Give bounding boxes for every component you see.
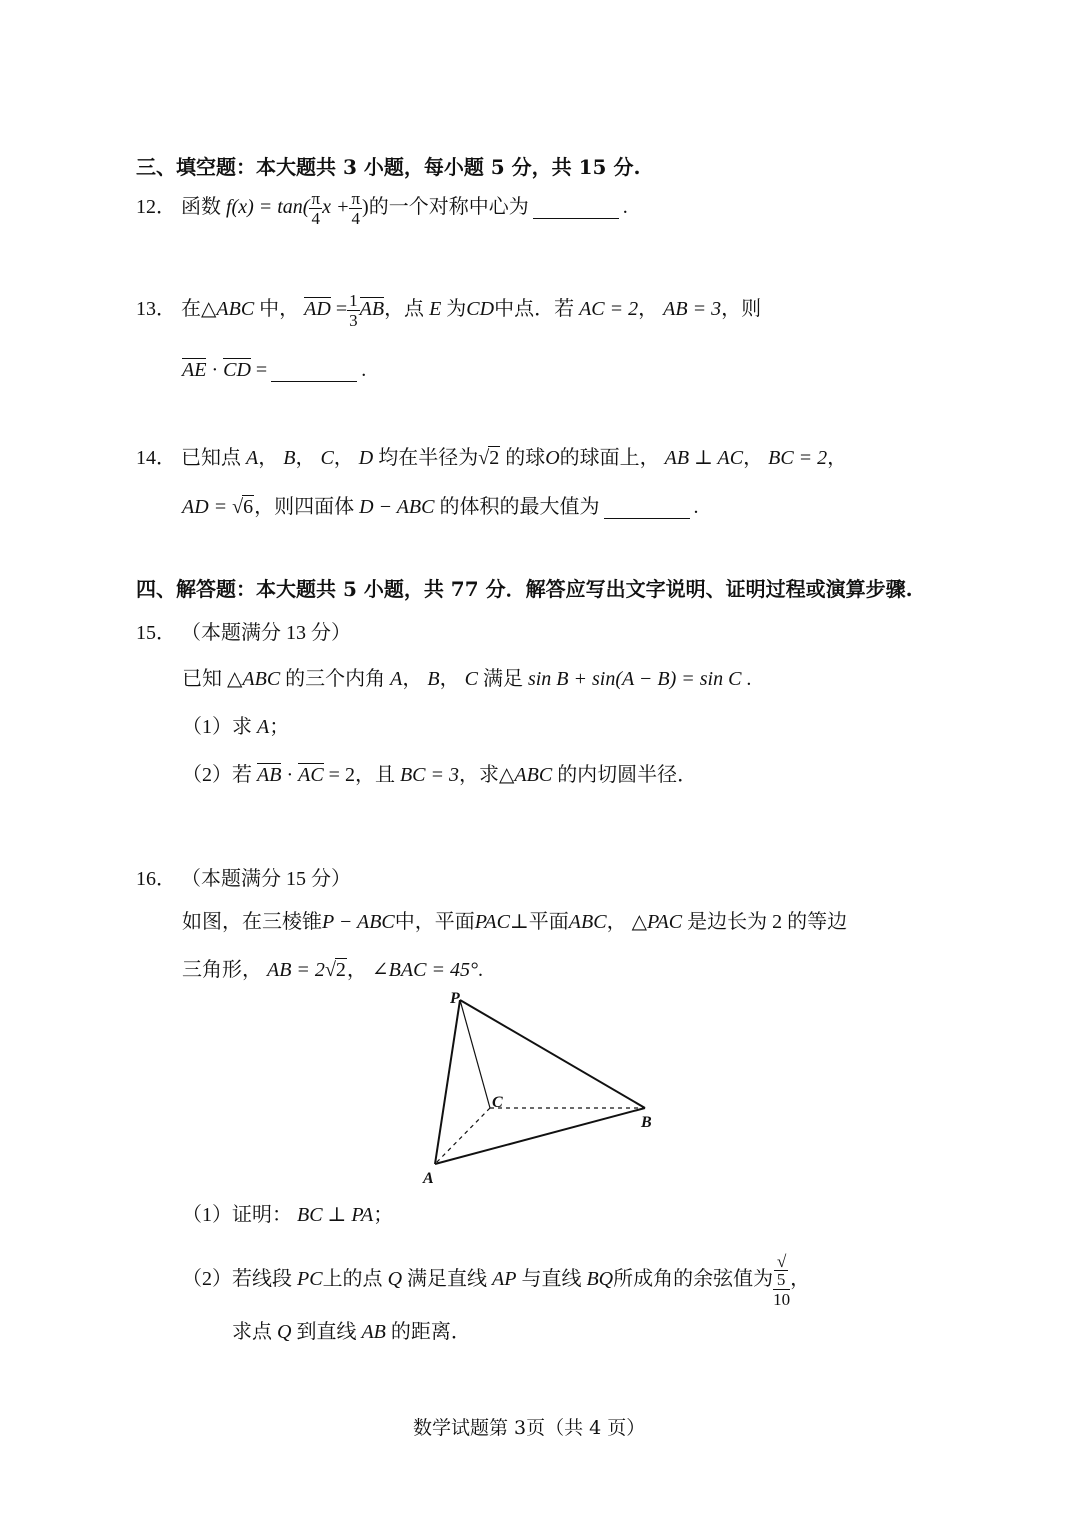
q13-tri: ABC	[216, 298, 255, 321]
q12-pre: 函数	[181, 196, 221, 219]
q13-mid2: ，点	[384, 298, 425, 321]
q13-number: 13．	[136, 298, 176, 321]
q16-l2-sqrt-sign: √	[324, 959, 336, 981]
q16-pabc: P − ABC	[322, 911, 395, 933]
q12-x-plus: x +	[322, 196, 350, 219]
q15-p1-end: ；	[269, 716, 290, 738]
q12-frac1-num: π	[311, 189, 321, 208]
q16-p2-ap: AP	[492, 1268, 517, 1291]
q14-mid1: 均在半径为	[378, 447, 479, 469]
q16-p1-eq: BC ⊥ PA	[297, 1204, 374, 1226]
q16-p1-end: ；	[373, 1204, 394, 1226]
q16-l2-pre: 三角形，	[182, 959, 262, 981]
q15-tri: ABC	[242, 668, 281, 690]
q14-b: B	[283, 447, 296, 469]
q16-l1-pre: 如图，在三棱锥	[182, 911, 322, 933]
q16-score: （本题满分 15 分）	[181, 868, 351, 890]
q16-p2-m4: 所成角的余弦值为	[613, 1268, 774, 1291]
q16-p2-frac	[773, 1253, 790, 1308]
q13-vec-ad: AD	[304, 298, 331, 321]
q15-b: B	[427, 668, 440, 690]
q15-a: A	[390, 668, 403, 690]
q15-p2-post: ，求△	[459, 764, 515, 786]
q16-l2-ab: AB = 2	[267, 959, 325, 981]
q15-cond: 满足	[482, 668, 523, 690]
q16-p3-pre: 求点	[232, 1321, 272, 1343]
q16-pac: PAC	[474, 911, 510, 933]
q14-c: C	[320, 447, 334, 469]
q16-l1-post: 是边长为 2 的等边	[687, 911, 848, 933]
q16-p2-frac-den: 10	[773, 1290, 791, 1309]
q14-mid3: 的球面上，	[559, 447, 660, 469]
q13-line2-eq: =	[255, 359, 268, 381]
q14-bc: BC = 2	[768, 447, 828, 469]
q16-p1: （1）证明：	[182, 1204, 292, 1226]
question-16-stem-line2	[182, 953, 483, 982]
q16-sep: ，	[606, 911, 627, 933]
question-15-part1	[182, 710, 289, 739]
q14-sqrt2: 2	[489, 447, 500, 469]
edge-pc	[460, 1000, 490, 1108]
question-13-line2	[182, 359, 366, 382]
q16-p3-post: 的距离．	[390, 1321, 471, 1343]
q15-c: C	[464, 668, 478, 690]
q12-frac2	[349, 190, 362, 227]
q16-p2-m1: 上的点	[322, 1268, 383, 1291]
q14-ad: AD =	[182, 496, 228, 518]
q15-p2-bc: BC = 3	[399, 764, 460, 786]
question-12	[136, 190, 628, 227]
q13-mid1: 中，	[259, 298, 300, 321]
q13-frac-den: 3	[349, 311, 358, 330]
q16-l2-angle: ∠BAC = 45°	[371, 959, 478, 981]
q14-sep1: ，	[258, 447, 279, 469]
q15-end: .	[746, 668, 752, 690]
q13-comma: ，	[638, 298, 659, 321]
edge-pa	[435, 1000, 460, 1164]
q14-end: .	[693, 496, 699, 518]
question-16-stem	[182, 905, 847, 934]
q15-number: 15．	[136, 622, 176, 644]
q12-frac2-den: 4	[351, 209, 360, 228]
q13-eq: =	[335, 298, 348, 321]
q16-perp: ⊥平面	[509, 911, 569, 933]
section3-title: 三、填空题：本大题共 3 小题，每小题 5 分，共 15 分.	[136, 155, 641, 179]
q13-vec-ae: AE	[182, 359, 207, 381]
q13-frac	[347, 292, 360, 329]
q15-p2-dot: ·	[286, 764, 294, 786]
question-14-line2	[182, 490, 699, 519]
q14-line2-mid: ，则四面体	[254, 496, 355, 518]
q14-perp: AB ⊥ AC	[664, 447, 744, 469]
question-16-part2	[182, 1253, 810, 1308]
q14-d: D	[358, 447, 374, 469]
q16-l2-sqrt2: 2	[335, 959, 346, 981]
q16-p2: （2）若线段	[182, 1268, 292, 1291]
q16-p3-q: Q	[277, 1321, 292, 1343]
q13-answer-blank[interactable]	[271, 380, 357, 382]
label-a: A	[423, 1170, 434, 1185]
q16-l2-sep: ，	[346, 959, 367, 981]
q16-p2-pc: PC	[297, 1268, 323, 1291]
label-c: C	[492, 1094, 503, 1111]
q15-vec-ab: AB	[257, 764, 282, 786]
q15-p2-eq: = 2	[328, 764, 355, 786]
q13-dot: ·	[211, 359, 219, 381]
q13-ac-eq: AC = 2	[579, 298, 639, 321]
q15-p1: （1）求	[182, 716, 252, 738]
q14-dabc: D − ABC	[359, 496, 435, 518]
q16-l2-end: .	[477, 959, 483, 981]
q14-sep5: ，	[827, 447, 848, 469]
q14-number: 14．	[136, 447, 176, 469]
q12-fx: f(x) = tan(	[226, 196, 310, 219]
edge-pb	[460, 1000, 645, 1108]
q14-a: A	[246, 447, 259, 469]
q14-pre: 已知点	[181, 447, 241, 469]
q14-sep2: ，	[295, 447, 316, 469]
q13-vec-ab: AB	[359, 298, 385, 321]
q14-sqrt-sign2: √	[232, 496, 244, 518]
q13-cd: CD	[466, 298, 495, 321]
q16-l1-pac: PAC	[646, 911, 683, 933]
q13-e: E	[429, 298, 442, 321]
q15-p2-tri: ABC	[514, 764, 553, 786]
q15-p2: （2）若	[182, 764, 252, 786]
question-15-part2	[182, 758, 697, 787]
q12-close: )	[362, 196, 369, 219]
q13-vec-cd: CD	[223, 359, 251, 381]
q16-l1-tri: △	[631, 911, 647, 933]
q12-frac1-den: 4	[311, 209, 321, 228]
q13-mid3: 为	[446, 298, 467, 321]
q16-p3-ab: AB	[361, 1321, 386, 1343]
section4-title: 四、解答题：本大题共 5 小题，共 77 分．解答应写出文字说明、证明过程或演算步骤.	[136, 577, 913, 601]
label-b: B	[641, 1114, 652, 1131]
q15-p2-mid: ，且	[354, 764, 395, 786]
q14-sqrt6: 6	[243, 496, 254, 518]
q13-frac-num: 1	[349, 291, 358, 310]
question-14	[136, 441, 847, 470]
q14-mid2: 的球	[505, 447, 546, 469]
question-16-header	[136, 862, 351, 891]
q15-l1-mid: 的三个内角	[285, 668, 386, 690]
page-footer: 数学试题第 3页（共 4 页）	[413, 1417, 646, 1439]
q16-number: 16．	[136, 868, 176, 890]
q15-l1-pre: 已知 △	[182, 668, 243, 690]
question-15-stem	[182, 662, 751, 691]
q12-number: 12．	[136, 196, 176, 219]
q12-answer-blank[interactable]	[533, 217, 619, 219]
q13-ab-eq: AB = 3	[663, 298, 722, 321]
q16-abc: ABC	[568, 911, 607, 933]
q16-p2-end: ，	[790, 1268, 811, 1291]
q16-p3-mid: 到直线	[296, 1321, 357, 1343]
question-13	[136, 292, 761, 329]
label-p: P	[450, 990, 460, 1007]
q13-mid4: 中点．若	[494, 298, 575, 321]
question-16-part2-line2	[232, 1315, 471, 1344]
q12-frac2-num: π	[351, 189, 361, 208]
q15-score: （本题满分 13 分）	[181, 622, 351, 644]
q15-sep2: ，	[439, 668, 460, 690]
q16-p2-m3: 与直线	[521, 1268, 582, 1291]
q14-answer-blank[interactable]	[604, 517, 690, 519]
q15-sep1: ，	[402, 668, 423, 690]
q16-p2-frac-num: √ 5	[773, 1253, 790, 1290]
question-16-part1	[182, 1198, 393, 1227]
q16-p2-q: Q	[387, 1268, 403, 1291]
q15-eqn: sin B + sin(A − B) = sin C	[527, 668, 742, 690]
q16-p2-bq: BQ	[586, 1268, 614, 1291]
q13-end: .	[361, 359, 367, 381]
q14-sep3: ，	[333, 447, 354, 469]
q12-end: .	[622, 196, 628, 219]
q13-then: ，则	[721, 298, 762, 321]
question-15-header	[136, 616, 351, 645]
q14-o: O	[545, 447, 560, 469]
q12-frac1	[309, 190, 322, 227]
q16-p2-m2: 满足直线	[407, 1268, 488, 1291]
q14-line2-post: 的体积的最大值为	[439, 496, 600, 518]
q14-sqrt-sign: √	[478, 447, 490, 469]
q15-p2-tail: 的内切圆半径．	[557, 764, 698, 786]
q16-p2-sqrt5: 5	[774, 1270, 788, 1288]
q15-p1-a: A	[257, 716, 270, 738]
q12-post: 的一个对称中心为	[368, 196, 529, 219]
edge-ab	[435, 1108, 645, 1164]
q16-l1-mid: 中，平面	[394, 911, 475, 933]
q15-vec-ac: AC	[298, 764, 324, 786]
q13-pre: 在△	[181, 298, 217, 321]
q14-sep4: ，	[743, 447, 764, 469]
tetrahedron-figure	[415, 985, 675, 1185]
